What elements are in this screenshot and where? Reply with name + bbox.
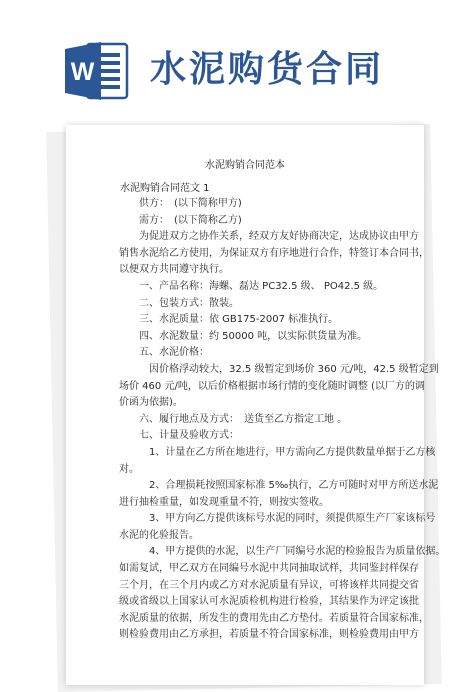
- text-line: 供方： (以下简称甲方): [119, 198, 242, 209]
- text-line: 因价格浮动较大，32.5 级暂定到场价 360 元/吨，42.5 级暂定到: [119, 363, 439, 375]
- text-line: 进行抽检重量，如发现重量不符，则按实签收。: [119, 496, 329, 508]
- text-line: 五、水泥价格：: [119, 347, 209, 359]
- text-line: 水泥质量的依据，所发生的费用先由乙方垫付。若质量符合国家标准，: [119, 612, 429, 624]
- text-line: 价函为依据)。: [119, 397, 183, 409]
- text-line: 需方： (以下简称乙方): [119, 214, 242, 226]
- document-title: 水泥购销合同范本: [205, 160, 285, 171]
- text-line: 3、甲方向乙方提供该标号水泥的同时，须提供原生产厂家该标号: [119, 513, 436, 525]
- header-banner: [0, 0, 474, 118]
- text-line: 一、产品名称：海螺、磊达 PC32.5 级、 PO42.5 级。: [119, 280, 384, 292]
- banner-title: 水泥购货合同: [150, 49, 385, 90]
- text-line: 级或省级以上国家认可水泥质检机构进行检验，其结果作为评定该批: [119, 596, 419, 608]
- text-line: 六、履行地点及方式： 送货至乙方指定工地 。: [119, 413, 348, 425]
- text-line: 水泥的化验报告。: [119, 529, 199, 541]
- text-line: 为促进双方之协作关系，经双方友好协商决定，达成协议由甲方: [119, 231, 419, 243]
- text-line: 1、计量在乙方所在地进行，甲方需向乙方提供数量单据于乙方核: [119, 446, 436, 458]
- text-line: 四、水泥数量：约 50000 吨，以实际供货量为准。: [119, 330, 368, 342]
- text-line: 2、合理损耗按照国家标准 5‰执行，乙方可随时对甲方所送水泥: [119, 480, 439, 492]
- text-line: 销售水泥给乙方使用，为保证双方有序地进行合作，特签订本合同书，: [119, 247, 429, 259]
- text-line: 三个月，在三个月内或乙方对水泥质量有异议，可将该样共同提交省: [119, 579, 419, 591]
- text-line: 场价 460 元/吨，以后价格根据市场行情的变化随时调整 (以厂方的调: [119, 380, 425, 392]
- text-line: 三、水泥质量：依 GB175-2007 标准执行。: [119, 314, 339, 326]
- text-line: 二、包装方式：散装。: [119, 297, 239, 309]
- text-line: 则检验费用由乙方承担，若质量不符合国家标准，则检验费用由甲方: [119, 629, 419, 641]
- document-subtitle: 水泥购销合同范文 1: [120, 183, 210, 194]
- text-line: 七、计量及验收方式：: [119, 430, 239, 442]
- document-page: [66, 125, 446, 685]
- document-body: [119, 196, 446, 644]
- word-icon: [63, 40, 129, 102]
- text-line: 以便双方共同遵守执行。: [119, 264, 229, 276]
- text-line: 4、甲方提供的水泥，以生产厂同编号水泥的检验报告为质量依据。: [119, 546, 446, 558]
- word-icon-letter: W: [70, 58, 95, 86]
- text-line: 如需复试，甲乙双方在同编号水泥中共同抽取试样，共同鉴封样保存: [119, 563, 419, 575]
- text-line: 对。: [119, 463, 139, 475]
